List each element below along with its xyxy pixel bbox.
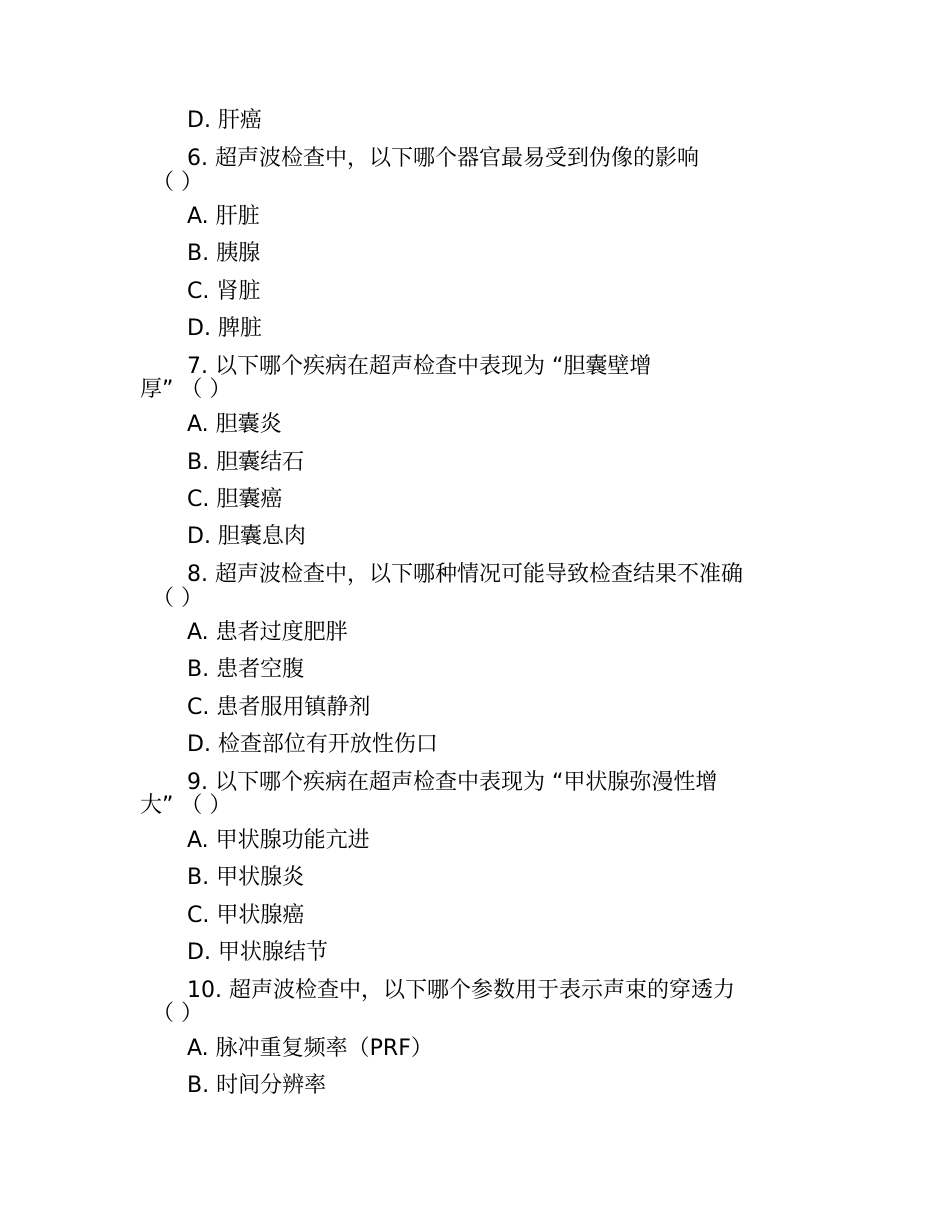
option-q8-a: A. 患者过度肥胖 xyxy=(187,620,348,645)
question-7-text: 7. 以下哪个疾病在超声检查中表现为 “胆囊壁增 xyxy=(187,354,652,379)
option-q7-a: A. 胆囊炎 xyxy=(187,412,282,437)
option-q9-b: B. 甲状腺炎 xyxy=(187,865,305,890)
option-q6-a: A. 肝脏 xyxy=(187,204,260,229)
question-9-text: 9. 以下哪个疾病在超声检查中表现为 “甲状腺弥漫性增 xyxy=(187,770,718,795)
option-q9-d: D. 甲状腺结节 xyxy=(187,940,328,965)
option-q9-a: A. 甲状腺功能亢进 xyxy=(187,828,370,853)
question-6-text: 6. 超声波检查中，以下哪个器官最易受到伪像的影响 xyxy=(187,146,699,171)
option-q5-d: D. 肝癌 xyxy=(187,108,262,133)
question-8-paren: （ ） xyxy=(152,586,203,611)
question-10-text: 10. 超声波检查中，以下哪个参数用于表示声束的穿透力 xyxy=(187,978,735,1003)
option-q9-c: C. 甲状腺癌 xyxy=(187,903,305,928)
option-q6-b: B. 胰腺 xyxy=(187,241,261,266)
option-q7-c: C. 胆囊癌 xyxy=(187,487,283,512)
question-8-text: 8. 超声波检查中，以下哪种情况可能导致检查结果不准确 xyxy=(187,562,743,587)
option-q6-d: D. 脾脏 xyxy=(187,316,262,341)
option-q8-c: C. 患者服用镇静剂 xyxy=(187,695,371,720)
question-7-continuation: 厚” （ ） xyxy=(140,377,232,402)
option-q7-d: D. 胆囊息肉 xyxy=(187,524,306,549)
question-10-paren: （ ） xyxy=(152,1001,203,1026)
option-q8-b: B. 患者空腹 xyxy=(187,657,305,682)
option-q7-b: B. 胆囊结石 xyxy=(187,450,305,475)
option-q8-d: D. 检查部位有开放性伤口 xyxy=(187,732,438,757)
question-6-paren: （ ） xyxy=(152,170,203,195)
question-9-continuation: 大” （ ） xyxy=(140,793,232,818)
option-q6-c: C. 肾脏 xyxy=(187,279,261,304)
option-q10-b: B. 时间分辨率 xyxy=(187,1073,327,1098)
option-q10-a: A. 脉冲重复频率（PRF） xyxy=(187,1036,433,1061)
